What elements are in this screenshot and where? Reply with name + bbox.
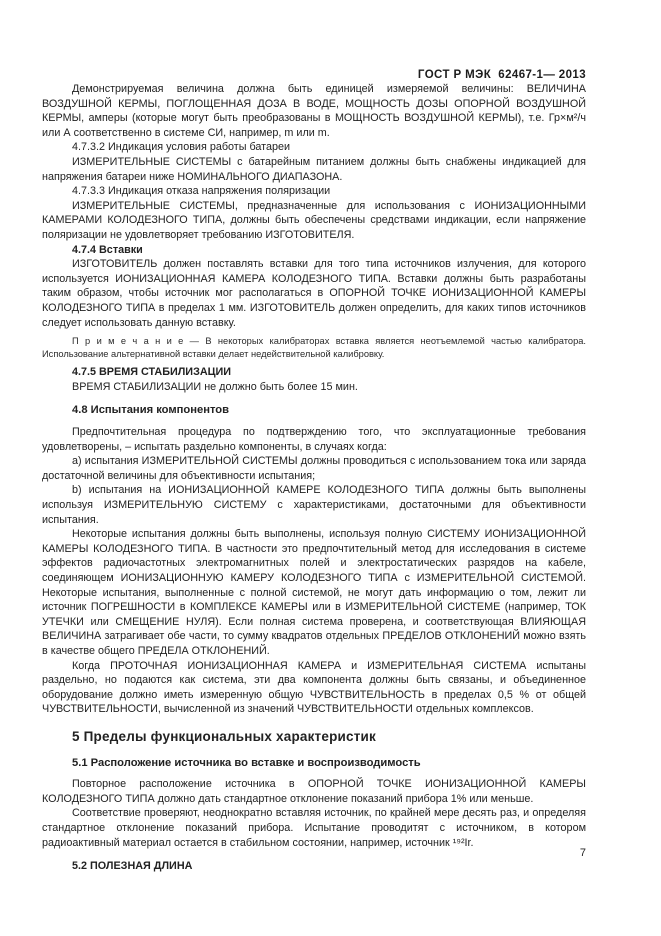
page-number: 7	[579, 847, 586, 859]
clause-48-item-a: a) испытания ИЗМЕРИТЕЛЬНОЙ СИСТЕМЫ должны проводиться с использованием тока или заряда достаточной величины для объективности испытания;	[42, 455, 586, 482]
clause-475-body: ВРЕМЯ СТАБИЛИЗАЦИИ не должно быть более 15 мин.	[72, 380, 358, 393]
clause-474-body: ИЗГОТОВИТЕЛЬ должен поставлять вставки для того типа источников излучения, для которого используется ИОНИЗАЦИОННАЯ КАМЕРА КОЛОДЕЗНОГО ТИПА. Вставки должны быть разработаны таким образом, чтобы источник мог располагаться в ОПОРНОЙ ТОЧКЕ ИОНИЗАЦИОННОЙ КАМЕРЫ КОЛОДЕЗНОГО ТИПА в пределах 1 мм. ИЗГОТОВИТЕЛЬ должен определить, для каких типов источников следует использовать данную вставку.	[42, 258, 586, 329]
clause-48-intro: Предпочтительная процедура по подтверждению того, что эксплуатационные требования удовлетворены, – испытать раздельно компоненты, в случаях когда:	[42, 426, 586, 453]
clause-51-body: Повторное расположение источника в ОПОРНОЙ ТОЧКЕ ИОНИЗАЦИОННОЙ КАМЕРЫ КОЛОДЕЗНОГО ТИПА должно дать стандартное отклонение показаний прибора 1% или меньше.	[42, 778, 586, 805]
clause-48-combined-equipment: Когда ПРОТОЧНАЯ ИОНИЗАЦИОННАЯ КАМЕРА и ИЗМЕРИТЕЛЬНАЯ СИСТЕМА испытаны раздельно, но подаются как система, эти два компонента должны быть связаны, и объединенное оборудование должно иметь измеренную общую ЧУВСТВИТЕЛЬНОСТЬ в пределах 0,5 % от общей ЧУВСТВИТЕЛЬНОСТИ, вычисленной из значений ЧУВСТВИТЕЛЬНОСТИ отдельных комплексов.	[42, 659, 586, 716]
clause-48-item-b: b) испытания на ИОНИЗАЦИОННОЙ КАМЕРЕ КОЛОДЕЗНОГО ТИПА должны быть выполнены используя ИЗМЕРИТЕЛЬНУЮ СИСТЕМУ с характеристиками, достаточными для объективности испытания.	[42, 484, 586, 526]
clause-4733-body: ИЗМЕРИТЕЛЬНЫЕ СИСТЕМЫ, предназначенные для использования с ИОНИЗАЦИОННЫМИ КАМЕРАМИ КОЛОДЕЗНОГО ТИПА, должны быть обеспечены средствами индикации, если напряжение поляризации не удовлетворяет требованию ИЗГОТОВИТЕЛЯ.	[42, 199, 586, 241]
clause-52-heading: 5.2 ПОЛЕЗНАЯ ДЛИНА	[72, 860, 193, 873]
note-inserts: П р и м е ч а н и е — В некоторых калибраторах вставка является неотъемлемой частью калибратора. Использование альтернативной вставки делает недействительной калибровку.	[42, 336, 586, 359]
clause-51-heading: 5.1 Расположение источника во вставке и воспроизводимость	[72, 756, 421, 769]
clause-475-heading: 4.7.5 ВРЕМЯ СТАБИЛИЗАЦИИ	[72, 366, 232, 379]
document-body	[42, 82, 586, 874]
clause-4733-title: 4.7.3.3 Индикация отказа напряжения поляризации	[72, 185, 331, 198]
standard-reference: ГОСТ Р МЭК 62467-1— 2013	[417, 69, 586, 81]
clause-48-full-system: Некоторые испытания должны быть выполнены, используя полную СИСТЕМУ ИОНИЗАЦИОННОЙ КАМЕРЫ КОЛОДЕЗНОГО ТИПА. В частности это предпочтительный метод для исследования в системе эффектов радиочастотных электромагнитных полей и электростатических разрядов на кабеле, соединяющем ИОНИЗАЦИОННУЮ КАМЕРУ КОЛОДЕЗНОГО ТИПА с ИЗМЕРИТЕЛЬНОЙ СИСТЕМОЙ. Некоторые испытания, выполненные с полной системой, не могут дать информацию о том, лежит ли источник ПОГРЕШНОСТИ в КОМПЛЕКСЕ КАМЕРЫ или в ИЗМЕРИТЕЛЬНОЙ СИСТЕМЕ (например, ТОК УТЕЧКИ или СМЕЩЕНИЕ НУЛЯ). Если полная система проверена, и соответствующая ВЛИЯЮЩАЯ ВЕЛИЧИНА затрагивает обе части, то сумму квадратов отдельных ПРЕДЕЛОВ ОТКЛОНЕНИЙ можно взять в качестве общего ПРЕДЕЛА ОТКЛОНЕНИЙ.	[42, 528, 586, 657]
clause-474-heading: 4.7.4 Вставки	[72, 243, 143, 256]
clause-48-heading: 4.8 Испытания компонентов	[72, 404, 229, 417]
section-5-heading: 5 Пределы функциональных характеристик	[72, 728, 376, 744]
page-footer	[42, 847, 586, 859]
clause-4732-body: ИЗМЕРИТЕЛЬНЫЕ СИСТЕМЫ с батарейным питанием должны быть снабжены индикацией для напряжения батареи ниже НОМИНАЛЬНОГО ДИАПАЗОНА.	[42, 155, 586, 183]
clause-51-compliance: Соответствие проверяют, неоднократно вставляя источник, по крайней мере десять раз, и определяя стандартное отклонение показаний прибора. Испытание проводитят с источником, в котором радиоактивный материал остается в стабильном состоянии, например, источник ¹⁹²Ir.	[42, 807, 586, 849]
clause-4732-title: 4.7.3.2 Индикация условия работы батареи	[72, 141, 291, 154]
paragraph-demonstrated-quantity: Демонстрируемая величина должна быть единицей измеряемой величины: ВЕЛИЧИНА ВОЗДУШНОЙ КЕРМЫ, ПОГЛОЩЕННАЯ ДОЗА В ВОДЕ, МОЩНОСТЬ ДОЗЫ ОПОРНОЙ ВОЗДУШНОЙ КЕРМЫ, амперы (которые могут быть преобразованы в МОЩНОСТЬ ВОЗДУШНОЙ КЕРМЫ), т.е. Гр×м²/ч или А соответственно в системе СИ, например, m или m.	[42, 83, 586, 139]
